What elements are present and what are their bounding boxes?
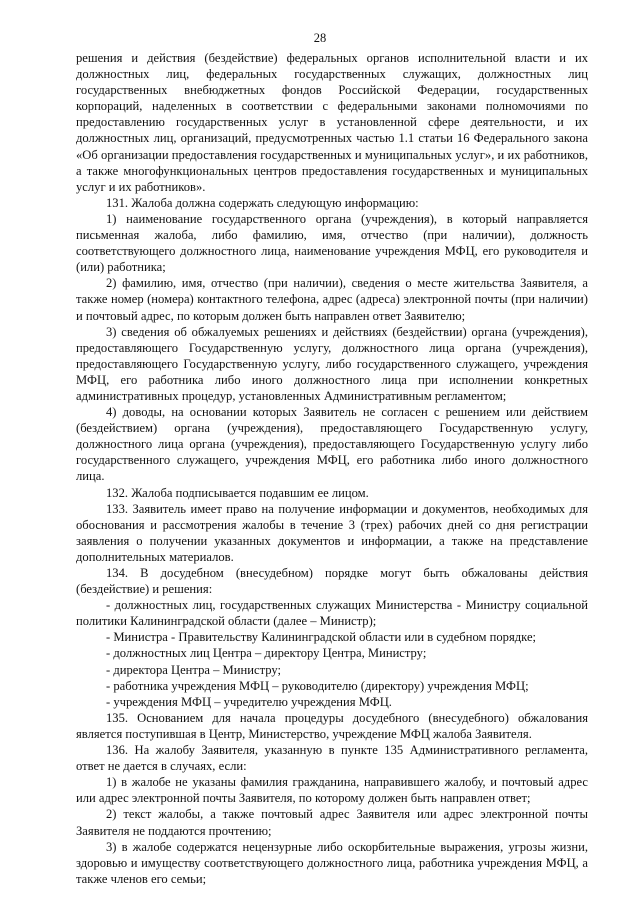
paragraph-134-dash-4: - директора Центра – Министру; — [106, 662, 281, 677]
paragraph-135: 135. Основанием для начала процедуры досудебного (внесудебного) обжалования является поступившая в Центр, Министерство, учреждение МФЦ жалоба Заявителя. — [76, 710, 588, 741]
paragraph-continuation: решения и действия (бездействие) федеральных органов исполнительной власти и их должностных лиц, федеральных государственных служащих, должностных лиц государственных внебюджетных фондов Российской Федерации, государственных корпораций, наделенных в соответствии с федеральными законами полномочиями по предоставлению государственных услуг в установленной сфере деятельности, и их должностных лиц, организаций, предусмотренных частью 1.1 статьи 16 Федерального закона «Об организации предоставления государственных и муниципальных услуг», и их работников, а также многофункциональных центров предоставления государственных и муниципальных услуг и их работников». — [76, 51, 588, 194]
paragraph-134: 134. В досудебном (внесудебном) порядке могут быть обжалованы действия (бездействие) и решения: — [76, 566, 588, 597]
paragraph-134-dash-2: - Министра - Правительству Калининградской области или в судебном порядке; — [106, 630, 537, 645]
paragraph-134-dash-5: - работника учреждения МФЦ – руководителю (директору) учреждения МФЦ; — [106, 678, 529, 693]
paragraph-131-item-3: 3) сведения об обжалуемых решениях и действиях (бездействии) органа (учреждения), предоставляющего Государственную услугу, должностного лица органа (учреждения), предоставляющего Государственную услугу, либо государственного служащего, учреждения МФЦ, его работника либо иного должностного лица при исполнении конкретных административных процедур, установленных Административным регламентом; — [76, 324, 588, 403]
paragraph-136-item-1: 1) в жалобе не указаны фамилия гражданина, направившего жалобу, и почтовый адрес или адрес электронной почты Заявителя, по которому должен быть направлен ответ; — [76, 775, 588, 806]
paragraph-133: 133. Заявитель имеет право на получение информации и документов, необходимых для обоснования и рассмотрения жалобы в течение 3 (трех) рабочих дней со дня регистрации заявления о получении указанных документов и информации, а также на представление дополнительных материалов. — [76, 501, 588, 564]
paragraph-134-dash-3: - должностных лиц Центра – директору Центра, Министру; — [106, 646, 427, 661]
paragraph-131-item-2: 2) фамилию, имя, отчество (при наличии), сведения о месте жительства Заявителя, а также номер (номера) контактного телефона, адрес (адреса) электронной почты (при наличии) и почтовый адрес, по которым должен быть направлен ответ Заявителю; — [76, 276, 588, 323]
page-number: 28 — [313, 31, 327, 45]
paragraph-136-item-3: 3) в жалобе содержатся нецензурные либо оскорбительные выражения, угрозы жизни, здоровью и имуществу соответствующего должностного лица, работника учреждения МФЦ, а также членов его семьи; — [76, 839, 588, 886]
paragraph-131-item-1: 1) наименование государственного органа (учреждения), в который направляется письменная жалоба, либо фамилию, имя, отчество (при наличии), должность соответствующего должностного лица, наименование учреждения МФЦ, его руководителя и (или) работника; — [76, 211, 588, 275]
paragraph-131: 131. Жалоба должна содержать следующую информацию: — [106, 195, 419, 210]
paragraph-134-dash-6: - учреждения МФЦ – учредителю учреждения МФЦ. — [106, 694, 392, 709]
paragraph-131-item-4: 4) доводы, на основании которых Заявитель не согласен с решением или действием (бездействием) органа (учреждения), предоставляющего Государственную услугу, должностного лица органа (учреждения), предоставляющего Государственную услугу либо государственного служащего, учреждения МФЦ, его работника либо иного должностного лица. — [76, 405, 588, 484]
document-body — [76, 50, 588, 887]
paragraph-136-item-2: 2) текст жалобы, а также почтовый адрес Заявителя или адрес электронной почты Заявителя не поддаются прочтению; — [76, 807, 588, 838]
paragraph-136: 136. На жалобу Заявителя, указанную в пункте 135 Административного регламента, ответ не дается в случаях, если: — [76, 743, 588, 774]
paragraph-132: 132. Жалоба подписывается подавшим ее лицом. — [106, 485, 369, 500]
paragraph-134-dash-1: - должностных лиц, государственных служащих Министерства - Министру социальной политики Калининградской области (далее – Министр); — [76, 598, 588, 629]
